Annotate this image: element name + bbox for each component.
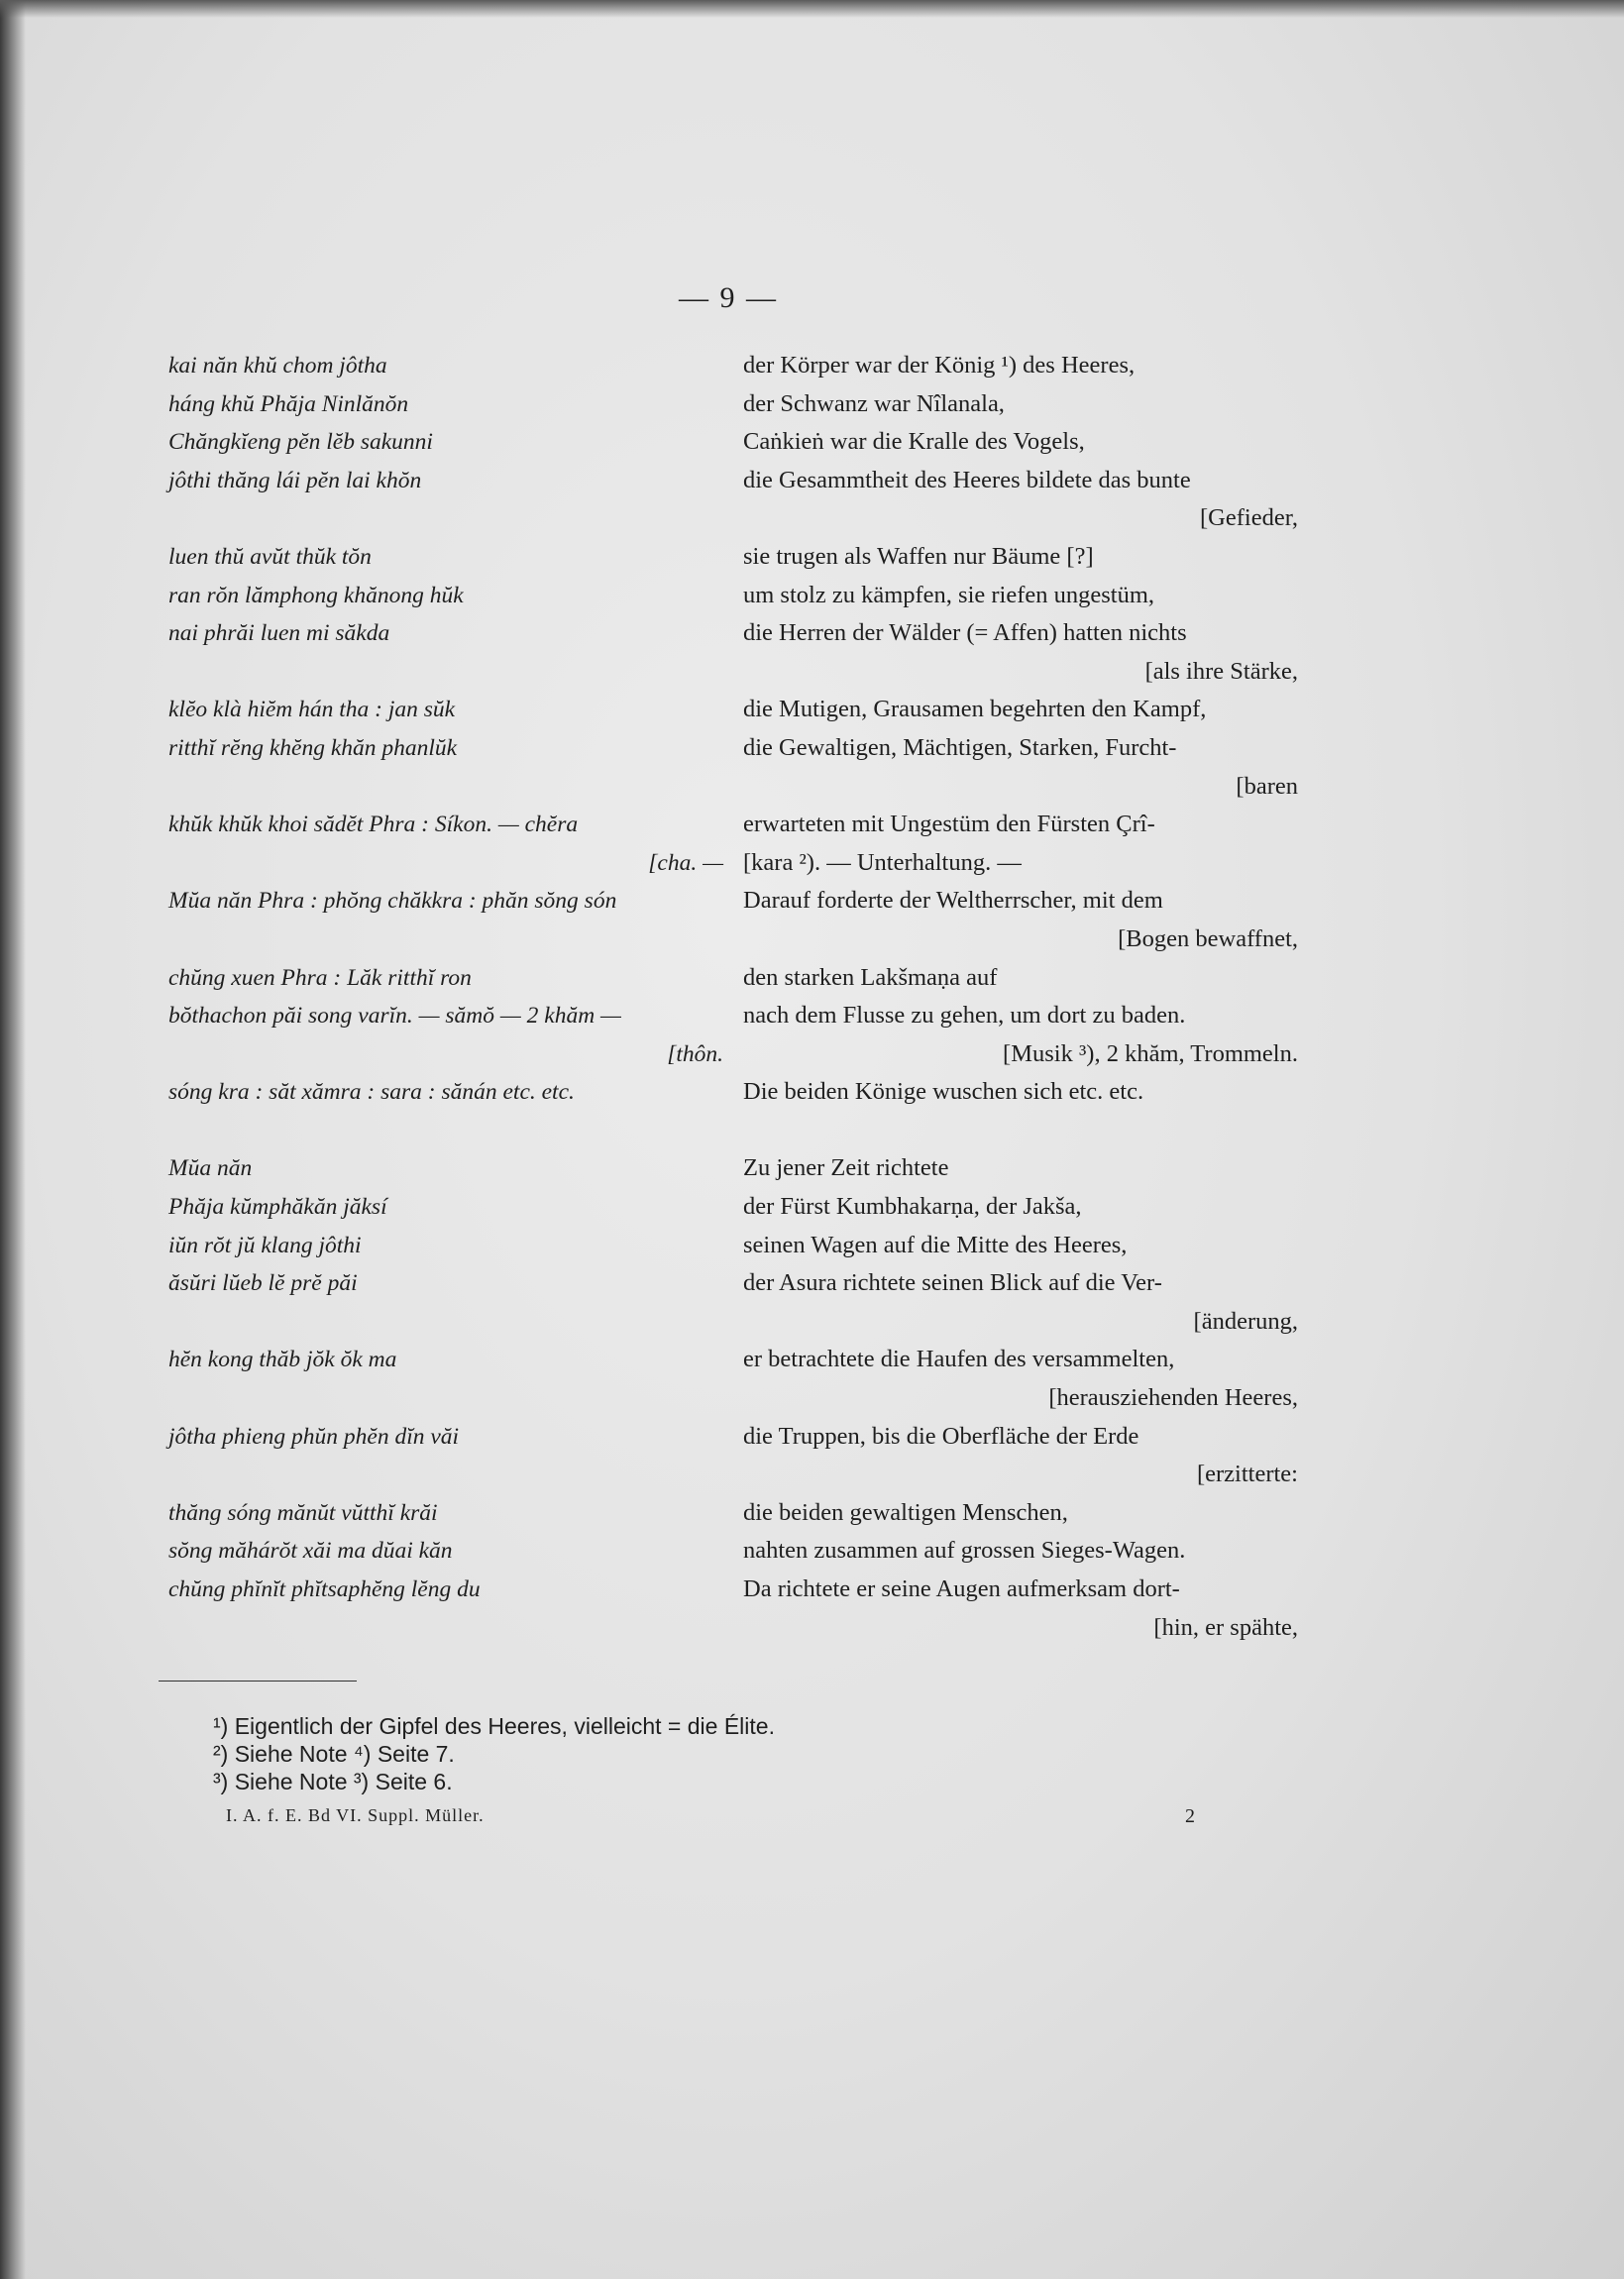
translation-line: der Körper war der König ¹) des Heeres, [743,352,1136,379]
sheet-number: 2 [1185,1805,1195,1827]
footnote: ¹) Eigentlich der Gipfel des Heeres, vielleicht = die Élite. [213,1713,775,1739]
transliteration-line: luen thŭ avŭt thŭk tŏn [168,543,372,570]
transliteration-line: [thôn. [667,1040,723,1067]
translation-line: der Schwanz war Nîlanala, [743,389,1005,417]
footnote: ²) Siehe Note ⁴) Seite 7. [213,1741,455,1767]
transliteration-line [168,1456,723,1494]
translation-line: die Gesammtheit des Heeres bildete das bunte [743,466,1191,493]
translation-line [743,1112,1298,1150]
transliteration-line: hĕn kong thăb jŏk ŏk ma [168,1347,397,1373]
translation-line: Caṅkieṅ war die Kralle des Vogels, [743,428,1085,456]
transliteration-line: sŏng măhárŏt xăi ma dŭai kăn [168,1538,453,1565]
translation-line: seinen Wagen auf die Mitte des Heeres, [743,1231,1128,1258]
transliteration-line: jôtha phieng phŭn phĕn dĭn văi [168,1423,460,1450]
translation-line: [änderung, [1193,1307,1298,1335]
transliteration-line: khŭk khŭk khoi sădĕt Phra : Síkon. — chĕra [168,812,579,838]
translation-line: [Gefieder, [1200,504,1298,532]
transliteration-line: Mŭa năn Phra : phŏng chăkkra : phăn sŏng són [168,888,617,915]
page-number: — 9 — [679,281,778,314]
transliteration-line: ăsŭri lŭeb lĕ prĕ păi [168,1270,358,1297]
translation-line: der Fürst Kumbhakarṇa, der Jakša, [743,1193,1082,1221]
translation-line: die Herren der Wälder (= Affen) hatten nichts [743,619,1187,647]
translation-line: die Gewaltigen, Mächtigen, Starken, Furcht- [743,733,1177,761]
translation-line: [Musik ³), 2 khăm, Trommeln. [1003,1039,1298,1067]
transliteration-line: Chăngkĭeng pĕn lĕb sakunni [168,429,433,456]
translation-line: [hin, er spähte, [1153,1613,1298,1641]
transliteration-line [168,1303,723,1342]
translation-line: [baren [1236,772,1298,800]
transliteration-line: sóng kra : săt xămra : sara : sănán etc. etc. [168,1079,575,1106]
transliteration-line: klĕo klà hiĕm hán tha : jan sŭk [168,697,456,723]
transliteration-line [168,768,723,807]
translation-line: den starken Lakšmaṇa auf [743,963,998,991]
translation-line: [herausziehenden Heeres, [1048,1384,1298,1412]
transliteration-line: chŭng xuen Phra : Lăk ritthĭ ron [168,964,472,991]
translation-line: die Truppen, bis die Oberfläche der Erde [743,1422,1139,1450]
transliteration-line: kai năn khŭ chom jôtha [168,353,387,379]
transliteration-line [168,1379,723,1418]
translation-line: Darauf forderte der Weltherrscher, mit dem [743,887,1163,915]
transliteration-line: Mŭa năn [168,1155,253,1182]
translation-line: Zu jener Zeit richtete [743,1154,949,1182]
transliteration-line: ritthĭ rĕng khĕng khăn phanlŭk [168,734,458,761]
translation-line: [erzitterte: [1196,1461,1298,1488]
german-translation-column [743,347,1298,1647]
transliteration-line [168,1112,723,1150]
signature-line: I. A. f. E. Bd VI. Suppl. Müller. [226,1805,485,1825]
transliteration-line: chŭng phĭnĭt phĭtsaphĕng lĕng du [168,1576,481,1602]
transliteration-line [168,653,723,692]
transliteration-line: bŏthachon păi song varĭn. — sămŏ — 2 khăm — [168,1003,621,1030]
transliteration-line: iŭn rŏt jŭ klang jôthi [168,1232,362,1258]
translation-line: Die beiden Könige wuschen sich etc. etc. [743,1078,1144,1106]
translation-line: [Bogen bewaffnet, [1118,924,1298,952]
translation-line: [als ihre Stärke, [1144,657,1298,685]
footnote-divider [159,1681,357,1682]
translation-line: [kara ²). — Unterhaltung. — [743,848,1022,876]
translation-line: sie trugen als Waffen nur Bäume [?] [743,542,1094,570]
translation-line: erwarteten mit Ungestüm den Fürsten Çrî- [743,811,1155,838]
transliteration-line: háng khŭ Phăja Ninlănŏn [168,390,409,417]
translation-line: nach dem Flusse zu gehen, um dort zu baden. [743,1002,1186,1030]
transliteration-line: thăng sóng mănŭt vŭtthĭ krăi [168,1499,438,1526]
footnote: ³) Siehe Note ³) Seite 6. [213,1769,453,1794]
transliteration-line: jôthi thăng lái pĕn lai khŏn [168,467,422,493]
translation-line: die beiden gewaltigen Menschen, [743,1498,1068,1526]
transliteration-line [168,921,723,959]
thai-transliteration-column [168,347,723,1609]
transliteration-line: nai phrăi luen mi săkda [168,620,390,647]
transliteration-line: Phăja kŭmphăkăn jăksí [168,1194,387,1221]
translation-line: er betrachtete die Haufen des versammelten, [743,1346,1175,1373]
translation-line: die Mutigen, Grausamen begehrten den Kampf, [743,696,1207,723]
footnotes [213,1712,1204,1795]
scan-edge-top [0,0,1624,18]
transliteration-line: ran rŏn lămphong khănong hŭk [168,582,464,608]
transliteration-line: [cha. — [648,849,723,876]
translation-line: um stolz zu kämpfen, sie riefen ungestüm, [743,581,1155,608]
translation-line: der Asura richtete seinen Blick auf die Ver- [743,1269,1162,1297]
scan-edge-left [0,0,26,2279]
transliteration-line [168,499,723,538]
translation-line: Da richtete er seine Augen aufmerksam dort- [743,1575,1180,1602]
translation-line: nahten zusammen auf grossen Sieges-Wagen. [743,1537,1186,1565]
